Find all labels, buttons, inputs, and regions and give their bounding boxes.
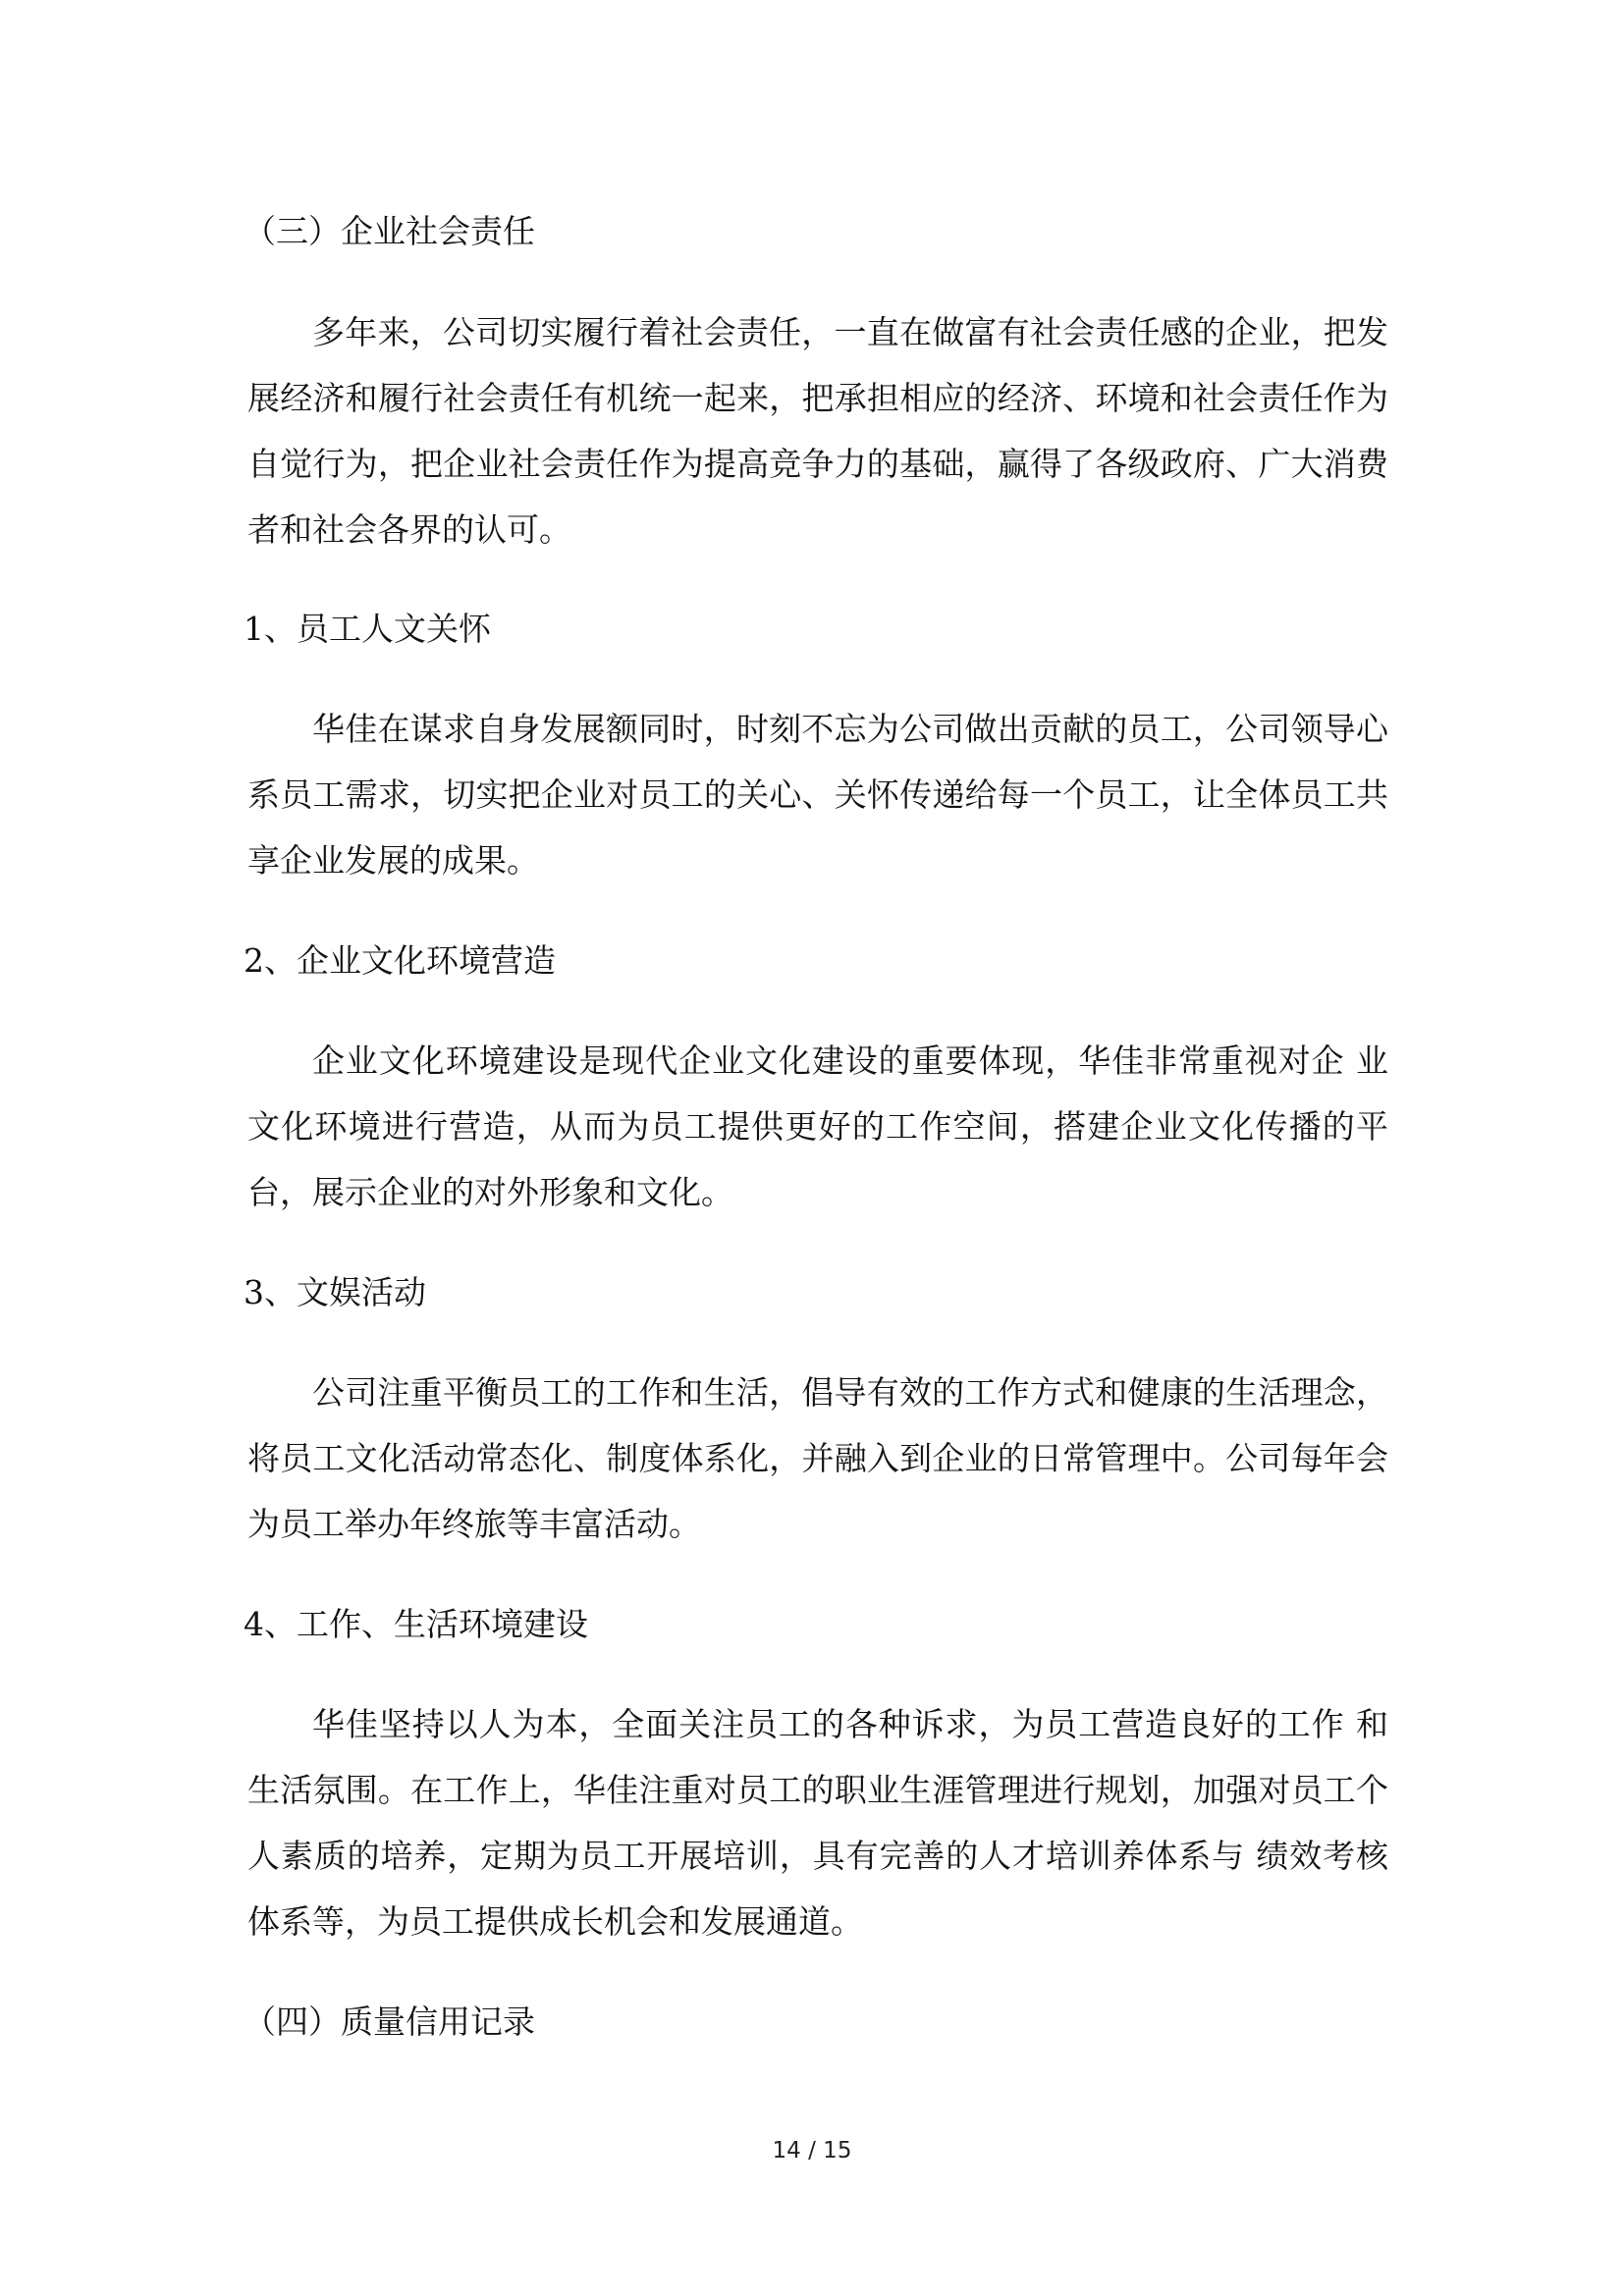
paragraph-culture-environment: 企业文化环境建设是现代企业文化建设的重要体现，华佳非常重视对企 业文化环境进行营造，从而为员工提供更好的工作空间，搭建企业文化传播的平台，展示企业的对外形象和文化。: [247, 1041, 1388, 1211]
section-heading-quality-credit: （四）质量信用记录: [244, 2002, 535, 2041]
paragraph-employee-care: 华佳在谋求自身发展额同时，时刻不忘为公司做出贡献的员工，公司领导心系员工需求，切实把企业对员工的关心、关怀传递给每一个员工，让全体员工共享企业发展的成果。: [247, 710, 1388, 880]
section-heading-culture-environment: 2、企业文化环境营造: [244, 941, 556, 980]
paragraph-csr: 多年来，公司切实履行着社会责任，一直在做富有社会责任感的企业，把发展经济和履行社会责任有机统一起来，把承担相应的经济、环境和社会责任作为自觉行为，把企业社会责任作为提高竞争力的基础，赢得了各级政府、广大消费者和社会各界的认可。: [247, 313, 1388, 549]
section-heading-csr: （三）企业社会责任: [244, 212, 535, 250]
page-number: 14 / 15: [772, 2138, 852, 2163]
section-heading-employee-care: 1、员工人文关怀: [244, 610, 491, 648]
section-heading-work-life-environment: 4、工作、生活环境建设: [244, 1605, 588, 1643]
paragraph-recreation: 公司注重平衡员工的工作和生活，倡导有效的工作方式和健康的生活理念，将员工文化活动常态化、制度体系化，并融入到企业的日常管理中。公司每年会为员工举办年终旅等丰富活动。: [247, 1373, 1388, 1543]
section-heading-recreation: 3、文娱活动: [244, 1273, 426, 1311]
paragraph-work-life-environment: 华佳坚持以人为本，全面关注员工的各种诉求，为员工营造良好的工作 和生活氛围。在工作上，华佳注重对员工的职业生涯管理进行规划，加强对员工个人素质的培养，定期为员工开展培训，具有完善的人才培训养体系与 绩效考核体系等，为员工提供成长机会和发展通道。: [247, 1705, 1388, 1941]
